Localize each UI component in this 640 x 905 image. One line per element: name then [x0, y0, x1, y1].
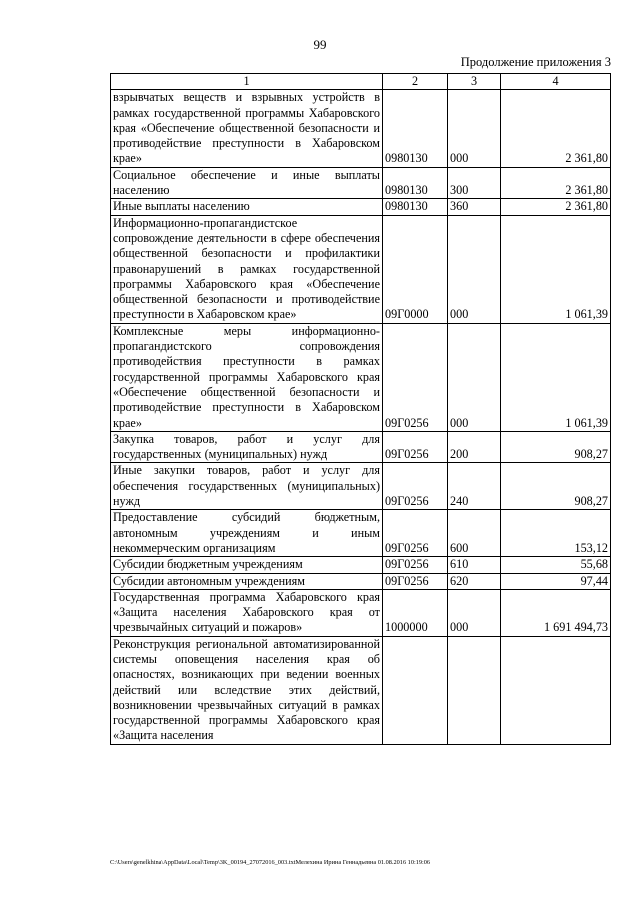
- row-code: 1000000: [383, 589, 448, 636]
- row-name: Реконструкция региональной автоматизированной системы оповещения населения края об опасностях, возникающих при ведении военных действий или вследствие этих действий, возникновении чрезвычайных ситуаций в рамках государственной программы Хабаровского края «Защита населения: [111, 636, 383, 744]
- row-code: 09Г0256: [383, 573, 448, 589]
- budget-table: [110, 73, 611, 745]
- header-col-1: 1: [111, 74, 383, 90]
- row-type: 240: [448, 463, 501, 510]
- row-amount: 908,27: [501, 431, 611, 463]
- row-code: 09Г0256: [383, 557, 448, 573]
- appendix-continuation-note: Продолжение приложения 3: [460, 55, 611, 69]
- header-col-2: 2: [383, 74, 448, 90]
- header-col-4: 4: [501, 74, 611, 90]
- row-type: 620: [448, 573, 501, 589]
- row-amount: 2 361,80: [501, 90, 611, 167]
- header-col-3: 3: [448, 74, 501, 90]
- row-type: 600: [448, 510, 501, 557]
- row-code: 09Г0256: [383, 463, 448, 510]
- table-row: [111, 557, 611, 573]
- table-row: [111, 463, 611, 510]
- table-row: [111, 573, 611, 589]
- row-type: 000: [448, 215, 501, 323]
- row-code: [383, 636, 448, 744]
- row-amount: 1 691 494,73: [501, 589, 611, 636]
- row-amount: 1 061,39: [501, 323, 611, 431]
- row-type: [448, 636, 501, 744]
- row-amount: [501, 636, 611, 744]
- table-row: [111, 589, 611, 636]
- row-amount: 1 061,39: [501, 215, 611, 323]
- row-name: Субсидии автономным учреждениям: [111, 573, 383, 589]
- page-number: 99: [313, 37, 327, 52]
- row-amount: 908,27: [501, 463, 611, 510]
- table-row: [111, 90, 611, 167]
- row-name: Комплексные меры информационно-пропагандистского сопровождения противодействия преступности в рамках государственной программы Хабаровского края «Обеспечение общественной безопасности и противодействие преступности в Хабаровском крае»: [111, 323, 383, 431]
- footer-file-path: C:\Users\genelkhina\AppData\Local\Temp\3K_00194_27072016_003.txtМелехина Ирина Геннадьевна 01.08.2016 10:19:06: [110, 859, 431, 866]
- row-name: Иные закупки товаров, работ и услуг для обеспечения государственных (муниципальных) нужд: [111, 463, 383, 510]
- row-code: 09Г0256: [383, 323, 448, 431]
- table-body: [111, 90, 611, 744]
- row-code: 0980130: [383, 90, 448, 167]
- row-name: Социальное обеспечение и иные выплаты населению: [111, 167, 383, 199]
- table-row: [111, 199, 611, 215]
- table-header-row: [111, 74, 611, 90]
- table-row: [111, 167, 611, 199]
- row-code: 09Г0256: [383, 510, 448, 557]
- row-name: взрывчатых веществ и взрывных устройств в рамках государственной программы Хабаровского края «Обеспечение общественной безопасности и противодействие преступности в Хабаровском крае»: [111, 90, 383, 167]
- row-amount: 2 361,80: [501, 167, 611, 199]
- table-row: [111, 431, 611, 463]
- row-name: Государственная программа Хабаровского края «Защита населения Хабаровского края от чрезвычайных ситуаций и пожаров»: [111, 589, 383, 636]
- row-type: 610: [448, 557, 501, 573]
- row-code: 0980130: [383, 167, 448, 199]
- row-type: 000: [448, 323, 501, 431]
- row-amount: 97,44: [501, 573, 611, 589]
- row-amount: 2 361,80: [501, 199, 611, 215]
- row-type: 360: [448, 199, 501, 215]
- row-name: Иные выплаты населению: [111, 199, 383, 215]
- row-amount: 55,68: [501, 557, 611, 573]
- row-type: 300: [448, 167, 501, 199]
- row-code: 09Г0000: [383, 215, 448, 323]
- row-name: Субсидии бюджетным учреждениям: [111, 557, 383, 573]
- row-code: 0980130: [383, 199, 448, 215]
- row-code: 09Г0256: [383, 431, 448, 463]
- row-type: 000: [448, 589, 501, 636]
- row-name: Информационно-пропагандистское сопровождение деятельности в сфере обеспечения общественной безопасности и профилактики правонарушений в рамках государственной программы Хабаровского края «Обеспечение общественной безопасности и противодействие преступности в Хабаровском крае»: [111, 215, 383, 323]
- row-amount: 153,12: [501, 510, 611, 557]
- table-row: [111, 636, 611, 744]
- table-row: [111, 510, 611, 557]
- row-type: 200: [448, 431, 501, 463]
- row-type: 000: [448, 90, 501, 167]
- row-name: Закупка товаров, работ и услуг для государственных (муниципальных) нужд: [111, 431, 383, 463]
- table-row: [111, 323, 611, 431]
- row-name: Предоставление субсидий бюджетным, автономным учреждениям и иным некоммерческим организациям: [111, 510, 383, 557]
- table-row: [111, 215, 611, 323]
